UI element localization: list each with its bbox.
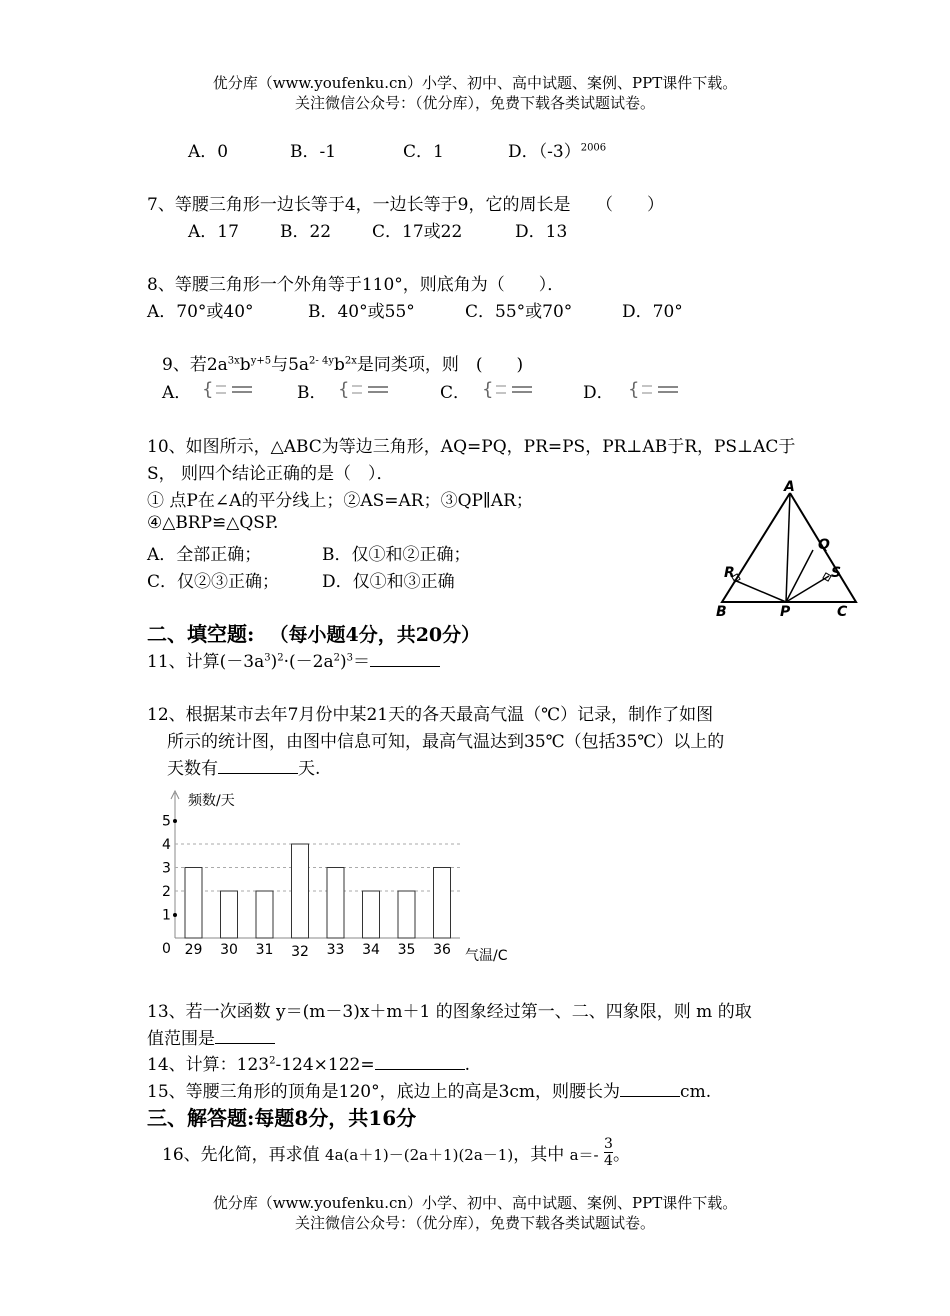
label-b: B	[716, 604, 727, 620]
q7-option-b: B．22	[280, 222, 332, 242]
q11-text: 11、计算$(-3a^3)^2\cdot(-2a^2)^3=$	[147, 647, 440, 672]
q12-line2: 所示的统计图，由图中信息可知，最高气温达到35℃（包括35℃）以上的	[167, 732, 725, 752]
x-tick-label: 33	[326, 942, 345, 958]
x-tick-label: 30	[220, 942, 238, 958]
q9-option-b-system	[338, 378, 418, 400]
q7-stem: 7、等腰三角形一边长等于4，一边长等于9，它的周长是 （ ）	[147, 195, 664, 215]
q8-option-c: C．55°或70°	[465, 302, 573, 322]
q16-text: 16、先化简，再求值 4a(a＋1)－(2a＋1)(2a－1)，其中 a＝- $\frac{3}{4}$ 。	[162, 1136, 630, 1169]
y-axis-label: 频数/天	[188, 793, 235, 809]
segment-ap	[786, 493, 790, 602]
bar-29	[185, 868, 202, 939]
q6-option-d: D．$(-3)^{2006}$	[508, 142, 607, 162]
q6-option-a: A．0	[188, 142, 229, 162]
q6-option-c: C．1	[403, 142, 444, 162]
bar-31	[256, 891, 273, 938]
q10-option-d: D．仅①和③正确	[322, 572, 455, 592]
q13-line1: 13、若一次函数 y＝(m－3)x＋m＋1 的图象经过第一、二、四象限，则 m 的取	[147, 1002, 752, 1022]
x-tick-label: 29	[184, 942, 203, 958]
q8-stem: 8、等腰三角形一个外角等于110°，则底角为（ ）．	[147, 275, 565, 295]
label-a: A	[784, 479, 795, 495]
q14-answer-blank[interactable]	[375, 1069, 465, 1070]
q12-line3: 天数有 天.	[167, 759, 321, 779]
q10-stem-line1: 10、如图所示，△ABC为等边三角形，AQ=PQ，PR=PS，PR⊥AB于R，PS⊥AC于	[147, 437, 796, 457]
q9-option-b-label: B．	[297, 383, 327, 403]
q9-option-d-system	[628, 378, 708, 400]
q9-option-a-label: A．	[162, 383, 192, 403]
section3-heading: 三、解答题:每题8分，共16分	[147, 1106, 417, 1130]
y-tick-label: 4	[162, 837, 171, 853]
q10-triangle-figure	[700, 475, 870, 625]
page-header-line2: 关注微信公众号：（优分库），免费下载各类试题试卷。	[294, 94, 655, 112]
bar-33	[327, 868, 344, 939]
q8-option-a: A．70°或40°	[147, 302, 254, 322]
q8-option-b: B．40°或55°	[308, 302, 415, 322]
q13-answer-blank[interactable]	[215, 1043, 275, 1044]
q10-statement-4: ④△BRP≌△QSP.	[147, 513, 279, 533]
q7-option-d: D．13	[515, 222, 568, 242]
tick-dot-1	[173, 913, 177, 917]
bar-30	[221, 891, 238, 938]
y-tick-label: 3	[162, 860, 171, 877]
y-tick-label: 5	[162, 813, 171, 830]
x-tick-label: 31	[255, 942, 274, 958]
label-c: C	[837, 604, 848, 620]
q15-answer-blank[interactable]	[620, 1096, 680, 1097]
x-axis-label: 气温/C	[465, 948, 508, 964]
q9-option-a-system	[202, 378, 282, 400]
x-tick-label: 35	[397, 942, 416, 958]
segment-pr	[734, 580, 786, 602]
q15-text: 15、等腰三角形的顶角是120°，底边上的高是3cm，则腰长为 cm.	[147, 1082, 712, 1102]
tick-dot-5	[173, 819, 177, 823]
x-tick-label: 32	[291, 944, 309, 960]
page-footer-line2: 关注微信公众号：（优分库），免费下载各类试题试卷。	[294, 1214, 655, 1232]
svg-text:{: {	[338, 379, 350, 400]
bar-35	[398, 891, 415, 938]
q12-answer-blank[interactable]	[218, 773, 298, 774]
q10-statements: ① 点P在∠A的平分线上；②AS=AR；③QP∥AR；	[147, 491, 533, 511]
q10-stem-line2: S， 则四个结论正确的是（ ）．	[147, 464, 394, 484]
q10-option-a: A．全部正确；	[147, 545, 262, 565]
q10-option-b: B．仅①和②正确；	[322, 545, 471, 565]
bar-36	[434, 868, 451, 939]
svg-text:{: {	[202, 379, 214, 400]
page-footer-line1: 优分库（www.youfenku.cn）小学、初中、高中试题、案例、PPT课件下载。	[212, 1194, 738, 1212]
bar-32	[292, 844, 309, 938]
q12-line1: 12、根据某市去年7月份中某21天的各天最高气温（℃）记录，制作了如图	[147, 705, 714, 725]
page-header-line1: 优分库（www.youfenku.cn）小学、初中、高中试题、案例、PPT课件下载。	[212, 74, 738, 92]
q7-option-c: C．17或22	[372, 222, 463, 242]
x-tick-label: 34	[362, 942, 380, 958]
q13-line2: 值范围是	[147, 1024, 275, 1049]
label-r: R	[724, 565, 735, 581]
q9-option-d-label: D．	[583, 383, 614, 403]
y-tick-label: 2	[162, 884, 171, 900]
q6-option-b: B．-1	[290, 142, 337, 162]
label-s: S	[831, 565, 842, 581]
q9-option-c-system	[482, 378, 562, 400]
label-q: Q	[818, 537, 830, 553]
q10-option-c: C．仅②③正确；	[147, 572, 280, 592]
x-tick-label: 36	[433, 942, 451, 958]
bar-34	[363, 891, 380, 938]
q7-option-a: A．17	[188, 222, 239, 242]
svg-text:{: {	[628, 379, 640, 400]
y-tick-label: 1	[162, 907, 171, 924]
q8-option-d: D．70°	[622, 302, 683, 322]
svg-text:{: {	[482, 379, 494, 400]
q14-text: 14、计算：$123^2-124\times 122=$ .	[147, 1055, 471, 1075]
y-tick-label: 0	[162, 941, 171, 957]
q9-stem: 9、若$2a^{3x}b^{y+5}$与$5a^{2- 4y}b^{2x}$是同类项，则 ( )	[162, 355, 524, 375]
label-p: P	[780, 604, 791, 620]
section2-heading: 二、填空题: （每小题4分，共20分）	[147, 622, 481, 646]
q11-answer-blank[interactable]	[370, 666, 440, 667]
q12-histogram	[150, 785, 550, 970]
q9-option-c-label: C．	[440, 383, 471, 403]
